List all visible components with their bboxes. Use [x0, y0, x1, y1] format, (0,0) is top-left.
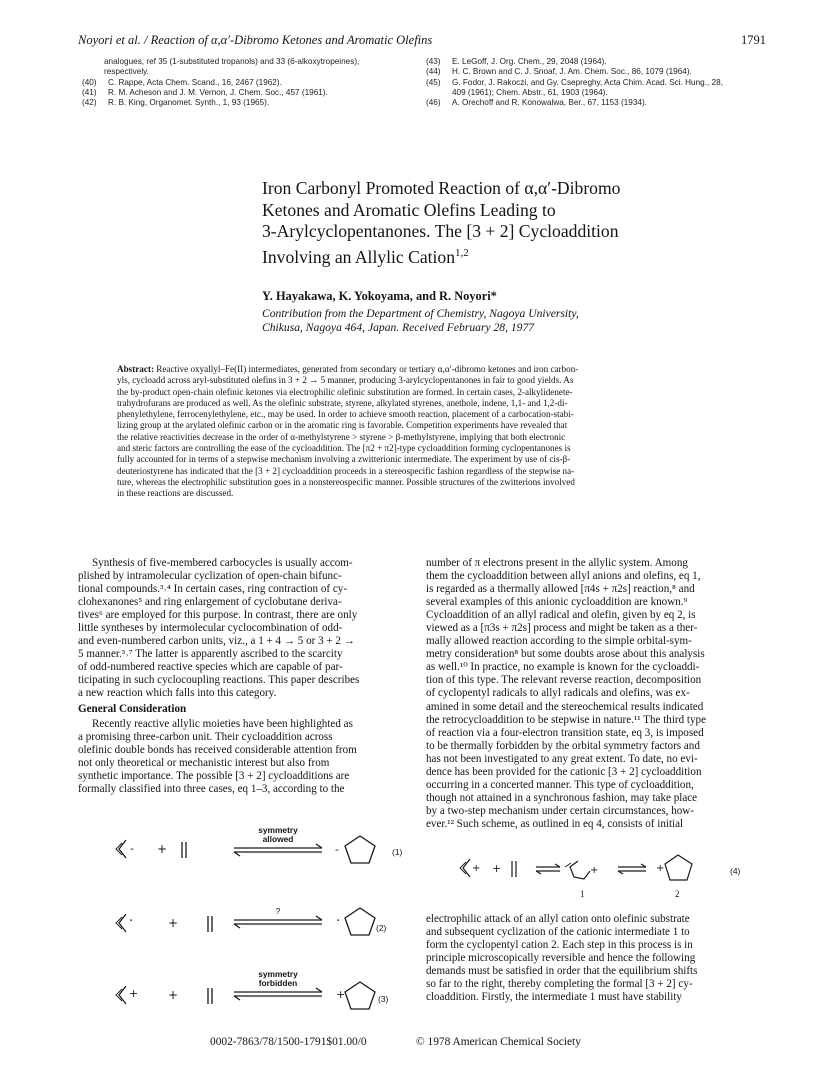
body-line: formally classified into three cases, eq 1–3, according to the [78, 782, 345, 795]
svg-text:+: + [157, 842, 168, 856]
reference-number: (40) [82, 77, 97, 87]
body-line: though not attained in a synchronous fashion, may take place [426, 791, 698, 804]
title-line: Ketones and Aromatic Olefins Leading to [262, 199, 556, 220]
running-head [78, 33, 766, 49]
allyl-charge: - [130, 842, 134, 855]
body-line: occurring in a concerted manner. This type of cycloaddition, [426, 778, 694, 791]
body-line: a new reaction which falls into this category. [78, 687, 277, 700]
equation-3 [112, 966, 412, 1022]
equation-number: (1) [392, 847, 403, 857]
svg-text:+: + [492, 862, 502, 875]
equation-2 [112, 896, 412, 948]
authors: Y. Hayakawa, K. Yokoyama, and R. Noyori* [262, 289, 497, 303]
reference-item [82, 98, 402, 108]
arrow-label-bottom: allowed [262, 834, 294, 844]
arrow-label-top: symmetry [258, 969, 298, 979]
body-line: Recently reactive allylic moieties have been highlighted as [92, 717, 353, 730]
body-column-right-lower [426, 913, 768, 1004]
allyl-radical: · [129, 914, 134, 929]
reference-item [82, 57, 402, 67]
affiliation-line: Chikusa, Nagoya 464, Japan. Received February 28, 1977 [262, 320, 535, 334]
body-line: dence has been provided for the cationic [3 + 2] cycloaddition [426, 765, 702, 778]
body-line: several examples of this anionic cycloaddition are known.⁹ [426, 596, 688, 609]
abstract-line [117, 364, 705, 375]
reference-text: H. C. Brown and C. J. Snoaf, J. Am. Chem. Soc., 86, 1079 (1964). [452, 67, 692, 77]
affiliation-line: Contribution from the Department of Chemistry, Nagoya University, [262, 307, 579, 320]
abstract-line: phenylethylene, ferrocenylethylene, etc., may be used. In order to achieve smooth reaction, placement of a carbocation-stabi- [117, 409, 574, 420]
reference-number: (41) [82, 87, 97, 97]
article-title [262, 178, 732, 268]
reference-number: (43) [426, 57, 441, 66]
body-line: metry consideration⁸ but some doubts arose about this analysis [426, 648, 705, 661]
footer-code: 0002-7863/78/1500-1791$01.00/0 [210, 1036, 367, 1048]
references-left [82, 57, 402, 108]
reference-text: A. Orechoff and R. Konowalwa, Ber., 67, 1153 (1934). [452, 98, 647, 108]
svg-text:+: + [656, 863, 665, 874]
reference-item [426, 57, 766, 67]
body-line: tion of this type. The relevant reverse reaction, decomposition [426, 674, 702, 687]
body-line: Cycloaddition of an allyl radical and olefin, given by eq 2, is [426, 609, 696, 622]
svg-text:+: + [168, 916, 179, 930]
body-line: tives⁶ are employed for this purpose. In contrast, there are only [78, 609, 358, 622]
arrow-label-top: ? [275, 906, 281, 916]
body-line: as well.¹⁰ In practice, no example is known for the cycloaddi- [426, 661, 700, 674]
body-line: clohexanones⁵ and ring enlargement of cyclobutane deriva- [78, 596, 342, 609]
reference-item [82, 67, 402, 77]
abstract-line: yls, cycloadd across aryl-substituted olefins in 3 + 2 → 5 manner, producing 3-arylcyclopentanones in fair to good yields. As [117, 375, 574, 386]
equation-4 [456, 845, 768, 905]
body-line: plished by intramolecular cyclization of open-chain bifunc- [78, 570, 342, 583]
body-line: ever.¹² Such scheme, as outlined in eq 4, consists of initial [426, 817, 684, 830]
abstract-line: ture, whereas the electrophilic substitution goes in a nonstereospecific manner. Possible structures of the zwitterions involved [117, 476, 575, 487]
body-line: of odd-numbered reactive species which are capable of par- [78, 661, 343, 674]
body-line: the retrocycloaddition to be stepwise in nature.¹¹ The third type [426, 713, 707, 726]
ring-charge: - [335, 843, 339, 856]
intermediate-label-1: 1 [580, 889, 585, 899]
reference-item [426, 67, 766, 77]
abstract-line: deuteriostyrene has indicated that the [3 + 2] cycloaddition proceeds in a stereospecific fashion regardless of the stepwise na- [117, 465, 575, 476]
abstract-label: Abstract: [117, 364, 154, 374]
reference-text: 409 (1961); Chem. Abstr., 61, 1903 (1964). [452, 87, 608, 97]
abstract-line: fully accounted for in terms of a stepwise mechanism involving a zwitterionic intermediate. The experiment by use of cis-β- [117, 454, 571, 465]
body-line: little syntheses by intermolecular cyclocombination of odd- [78, 622, 343, 635]
running-head-title: Noyori et al. / Reaction of α,α′-Dibromo Ketones and Aromatic Olefins [78, 33, 433, 47]
reference-item [82, 88, 402, 98]
reference-number: (45) [426, 77, 441, 87]
reference-item [426, 98, 766, 108]
arrow-label-bottom: forbidden [258, 978, 298, 988]
reference-text: R. M. Acheson and J. M. Vernon, J. Chem. Soc., 457 (1961). [108, 87, 328, 97]
reference-item [426, 88, 766, 98]
body-line: 5 manner.³˒⁷ The latter is apparently ascribed to the scarcity [78, 648, 343, 661]
equation-1 [112, 822, 412, 874]
abstract-line: trahydrofurans are produced as well. As the olefinic substrate, styrene, alkylated styrenes, anethole, indene, 1,1- and 1,2-di- [117, 397, 568, 408]
title-line [262, 243, 732, 268]
ring-radical: · [336, 914, 341, 929]
reference-number: (44) [426, 67, 441, 77]
title-line: Iron Carbonyl Promoted Reaction of α,α′-Dibromo [262, 178, 621, 198]
reference-text: R. B. King, Organomet. Synth., 1, 93 (1965). [108, 98, 270, 108]
equation-number: (2) [376, 923, 387, 933]
svg-text:+: + [472, 863, 481, 874]
abstract [117, 364, 705, 500]
body-line: demands must be satisfied in order that the equilibrium shifts [426, 965, 698, 978]
body-line: form the cyclopentyl cation 2. Each step in this process is in [426, 939, 693, 952]
body-line: is regarded as a thermally allowed [π4s + π2s] reaction,⁸ and [426, 583, 695, 596]
body-column-left [78, 557, 406, 796]
reference-text: C. Rappe, Acta Chem. Scand., 16, 2467 (1962). [108, 77, 282, 87]
body-line: and subsequent cyclization of the cationic intermediate 1 to [426, 926, 690, 939]
abstract-text: Reactive oxyallyl–Fe(II) intermediates, generated from secondary or tertiary α,α′-dibromo ketones and iron carbon- [154, 364, 579, 374]
allyl-cation-charge: + [129, 987, 139, 1000]
body-line: viewed as a [π3s + π2s] process and might be taken as a ther- [426, 622, 698, 635]
equation-4-scheme [456, 845, 768, 905]
svg-text:+: + [590, 865, 599, 876]
body-line: a promising three-carbon unit. Their cycloaddition across [78, 730, 333, 743]
abstract-line: lizing group at the arylated olefinic carbon or in the aromatic ring is favorable. Competition experiments have revealed that [117, 420, 568, 431]
abstract-line: and steric factors are controlling the ease of the cycloaddition. The [π2 + π2]-type cycloaddition forming cyclopentanones is [117, 443, 571, 454]
equation-number: (4) [730, 866, 741, 876]
affiliation [262, 307, 579, 334]
title-line-text: Involving an Allylic Cation [262, 246, 456, 267]
body-line: amined in some detail and the stereochemical results indicated [426, 700, 704, 713]
title-superscript: 1,2 [455, 246, 469, 259]
body-line: number of π electrons present in the allylic system. Among [426, 557, 688, 569]
body-line: to be thermally forbidden by the orbital symmetry factors and [426, 739, 700, 752]
title-line: 3-Arylcyclopentanones. The [3 + 2] Cycloaddition [262, 221, 619, 241]
svg-text:+: + [168, 988, 179, 1002]
intermediate-label-2: 2 [675, 889, 680, 899]
reference-text: E. LeGoff, J. Org. Chem., 29, 2048 (1964). [452, 57, 607, 66]
ring-cation-charge: + [336, 988, 346, 1001]
body-line: synthetic importance. The possible [3 + 2] cycloadditions are [78, 769, 350, 782]
reference-item [82, 78, 402, 88]
reference-item [426, 78, 766, 88]
references-right [426, 57, 766, 108]
body-line: cloaddition. Firstly, the intermediate 1 must have stability [426, 991, 682, 1004]
abstract-line: the relative reactivities decrease in the order of α-methylstyrene > styrene > β-methylstyrene, implying that both electronic [117, 431, 566, 442]
body-column-right [426, 557, 768, 831]
reference-text: analogues, ref 35 (1-substituted tropanols) and 33 (6-alkoxytropeines), [104, 57, 360, 66]
abstract-line: in these reactions are discussed. [117, 488, 234, 499]
arrow-label-top: symmetry [258, 825, 298, 835]
page-number: 1791 [741, 33, 766, 47]
body-line: them the cycloaddition between allyl anions and olefins, eq 1, [426, 570, 701, 583]
body-line: mally allowed reaction according to the simple orbital-sym- [426, 635, 692, 648]
body-line: has not been investigated to any great extent. To date, no evi- [426, 752, 698, 765]
body-line: of cyclopentyl radicals to allyl radicals and olefins, was ex- [426, 687, 690, 700]
reference-number: (46) [426, 98, 441, 108]
section-heading: General Consideration [78, 702, 187, 715]
body-line: tional compounds.³˒⁴ In certain cases, ring contraction of cy- [78, 583, 348, 596]
abstract-line: the by-product open-chain olefinic ketones via electrophilic olefinic substitution are formed. In certain cases, 2-alkylidenete- [117, 386, 573, 397]
reference-number: (42) [82, 98, 97, 108]
footer-copyright: © 1978 American Chemical Society [416, 1036, 581, 1048]
body-line: olefinic double bonds has received considerable attention from [78, 743, 357, 756]
body-line: and even-numbered carbon units, viz., a 1 + 4 → 5 or 3 + 2 → [78, 635, 355, 648]
body-line: Synthesis of five-membered carbocycles is usually accom- [92, 557, 353, 569]
body-line: ticipating in such cyclocoupling reactions. This paper describes [78, 674, 360, 687]
body-line: not only theoretical or mechanistic interest but also from [78, 756, 330, 769]
equation-2-scheme [112, 896, 412, 948]
body-line: principle microscopically reversible and hence the following [426, 952, 696, 965]
body-line: so far to the right, thereby completing the formal [3 + 2] cy- [426, 978, 693, 991]
body-line: of reaction via a four-electron transition state, eq 3, is imposed [426, 726, 704, 739]
body-line: electrophilic attack of an allyl cation onto olefinic substrate [426, 913, 690, 925]
body-line: by a two-step mechanism under certain circumstances, how- [426, 804, 695, 817]
reference-text: respectively. [104, 67, 149, 77]
reference-text: G. Fodor, J. Rakoczi, and Gy. Csepreghy, Acta Chim. Acad. Sci. Hung., 28, [452, 77, 723, 87]
equation-number: (3) [378, 994, 389, 1004]
